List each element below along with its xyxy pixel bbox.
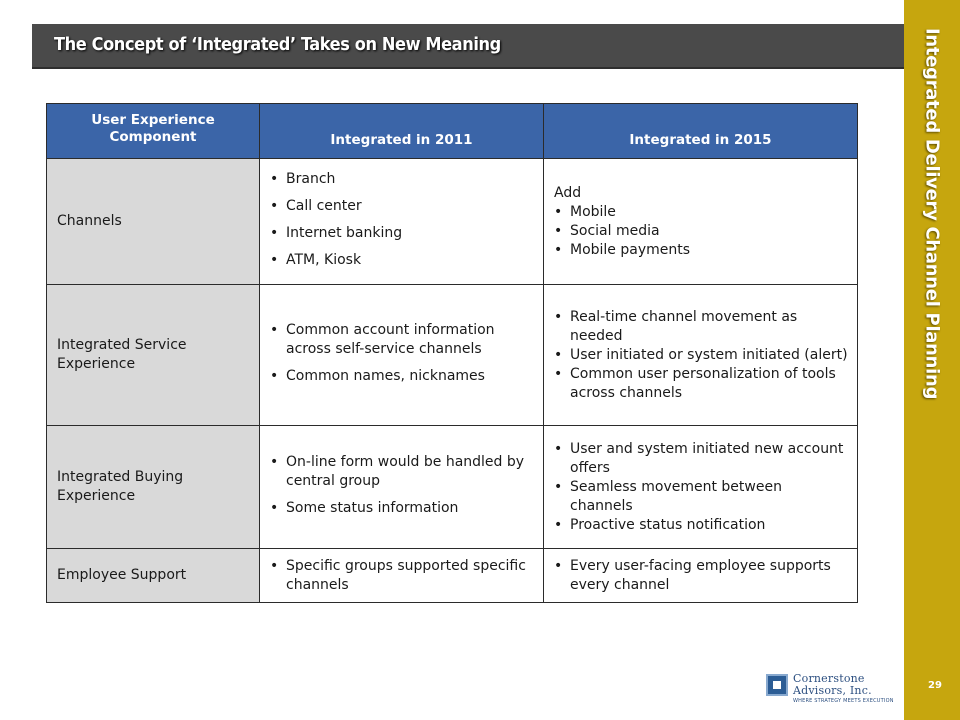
list-item: • Mobile <box>554 203 849 222</box>
cell-2015 <box>544 549 858 603</box>
slide-title: The Concept of ‘Integrated’ Takes on New Meaning <box>54 34 501 55</box>
row-label: Channels <box>47 159 260 285</box>
list-item: • Seamless movement between channels <box>554 478 849 516</box>
bullet-list <box>554 203 849 260</box>
logo-mark-icon <box>766 674 788 696</box>
cell-2015 <box>544 285 858 426</box>
list-item: • Mobile payments <box>554 241 849 260</box>
list-item: • Branch <box>270 170 535 189</box>
list-item: • ATM, Kiosk <box>270 251 535 270</box>
list-item: • Some status information <box>270 499 535 518</box>
table-header-row <box>47 104 858 159</box>
list-item: • Proactive status notification <box>554 516 849 535</box>
add-label: Add <box>554 184 582 201</box>
cell-2011 <box>260 426 544 549</box>
list-item: • Common user personalization of tools across channels <box>554 365 849 403</box>
logo-tagline: WHERE STRATEGY MEETS EXECUTION <box>793 698 894 704</box>
list-item: • Common names, nicknames <box>270 367 535 386</box>
table-row <box>47 549 858 603</box>
bullet-list <box>554 440 849 535</box>
list-item: • Call center <box>270 197 535 216</box>
logo-name-line2: Advisors, Inc. <box>793 684 872 697</box>
header-component: User Experience Component <box>47 104 260 159</box>
page-number: 29 <box>928 680 942 691</box>
bullet-list <box>270 170 535 270</box>
list-item: • Social media <box>554 222 849 241</box>
cell-2011 <box>260 285 544 426</box>
row-label: Integrated Service Experience <box>47 285 260 426</box>
bullet-list <box>554 308 849 403</box>
list-item: • Every user-facing employee supports every channel <box>554 557 849 595</box>
list-item: • User and system initiated new account offers <box>554 440 849 478</box>
header-2011: Integrated in 2011 <box>260 104 544 159</box>
cell-2015 <box>544 159 858 285</box>
list-item: • Internet banking <box>270 224 535 243</box>
list-item: • Real-time channel movement as needed <box>554 308 849 346</box>
comparison-table <box>46 103 858 603</box>
bullet-list <box>270 321 535 386</box>
table-row <box>47 285 858 426</box>
table-row <box>47 426 858 549</box>
bullet-list <box>554 557 849 595</box>
side-title: Integrated Delivery Channel Planning <box>921 28 943 400</box>
list-item: • Common account information across self-service channels <box>270 321 535 359</box>
cell-2015 <box>544 426 858 549</box>
header-2015: Integrated in 2015 <box>544 104 858 159</box>
bullet-list <box>270 453 535 518</box>
company-logo <box>766 670 894 710</box>
logo-name-line1: Cornerstone <box>793 672 865 685</box>
list-item: • On-line form would be handled by central group <box>270 453 535 491</box>
row-label: Integrated Buying Experience <box>47 426 260 549</box>
cell-2011 <box>260 549 544 603</box>
table-row <box>47 159 858 285</box>
cell-2011 <box>260 159 544 285</box>
list-item: • Specific groups supported specific channels <box>270 557 535 595</box>
title-bar <box>32 24 904 69</box>
bullet-list <box>270 557 535 595</box>
row-label: Employee Support <box>47 549 260 603</box>
list-item: • User initiated or system initiated (alert) <box>554 346 849 365</box>
